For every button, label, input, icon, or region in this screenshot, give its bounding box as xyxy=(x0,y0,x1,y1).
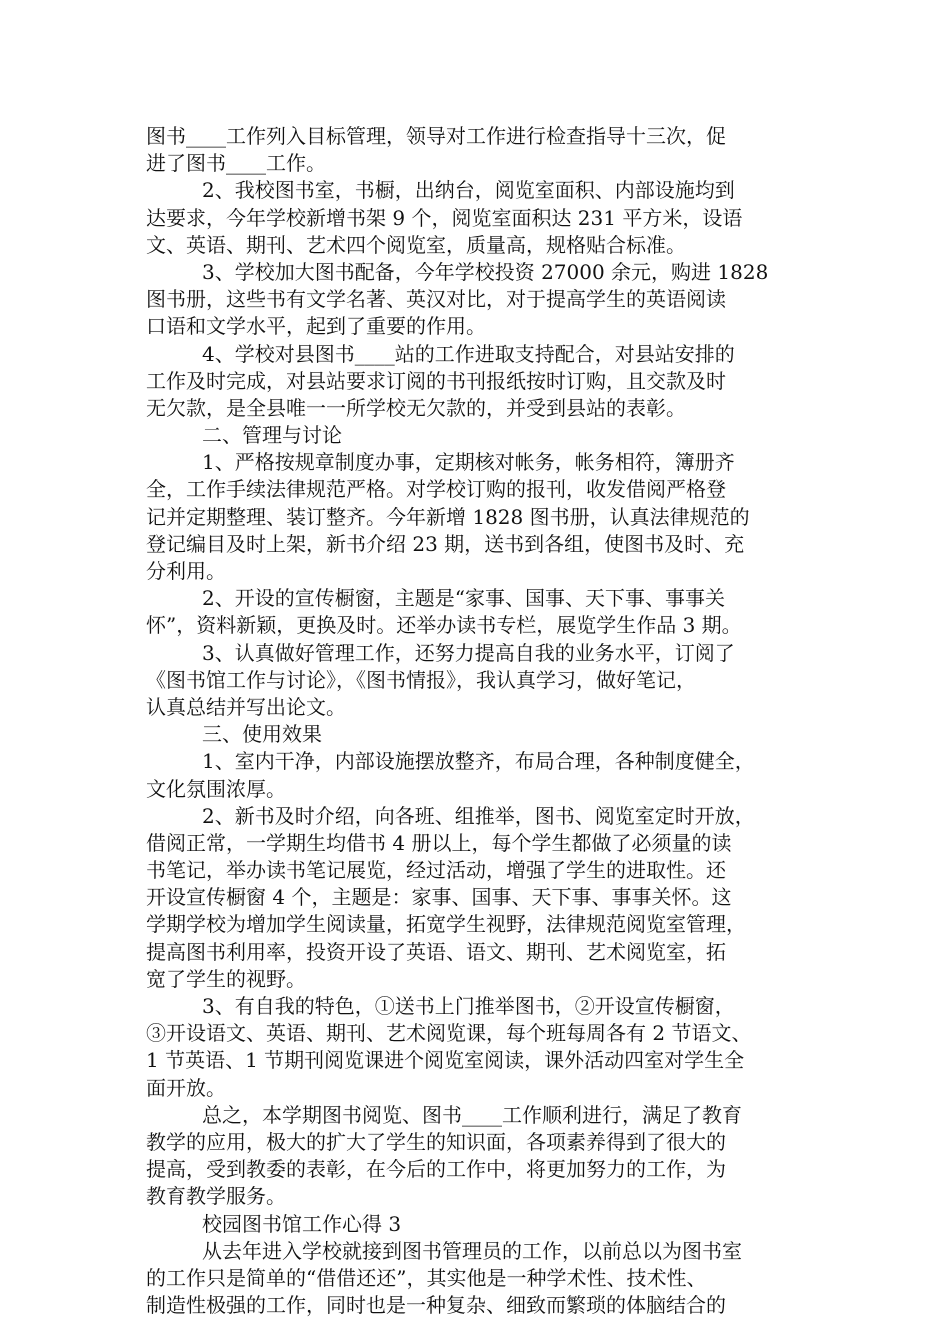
text-line: 提高，受到教委的表彰，在今后的工作中，将更加努力的工作，为 xyxy=(146,1157,726,1182)
text-line: 1、严格按规章制度办事，定期核对帐务，帐务相符，簿册齐 xyxy=(202,450,735,475)
text-line: 文、英语、期刊、艺术四个阅览室，质量高，规格贴合标准。 xyxy=(146,232,686,257)
text-line: 分利用。 xyxy=(146,559,226,583)
text-line: 文化氛围浓厚。 xyxy=(146,776,286,801)
text-line: 从去年进入学校就接到图书管理员的工作，以前总以为图书室 xyxy=(202,1238,742,1263)
text-line: 认真总结并写出论文。 xyxy=(146,694,346,719)
text-line: 1 节英语、1 节期刊阅览课进个阅览室阅读，课外活动四室对学生全 xyxy=(146,1048,745,1073)
text-line: 开设宣传橱窗 4 个，主题是：家事、国事、天下事、事事关怀。这 xyxy=(146,885,732,910)
text-line: 4、学校对县图书____站的工作进取支持配合，对县站安排的 xyxy=(202,341,735,366)
text-line: 口语和文学水平，起到了重要的作用。 xyxy=(146,314,486,339)
text-line: 二、管理与讨论 xyxy=(202,423,342,448)
text-line: 记并定期整理、装订整齐。今年新增 1828 图书册，认真法律规范的 xyxy=(146,504,750,529)
text-line: 宽了学生的视野。 xyxy=(146,966,306,991)
text-line: 的工作只是简单的“借借还还”，其实他是一种学术性、技术性、 xyxy=(146,1265,707,1290)
text-line: 进了图书____工作。 xyxy=(146,151,326,176)
text-line: 3、学校加大图书配备，今年学校投资 27000 余元，购进 1828 xyxy=(202,259,769,284)
text-line: 提高图书利用率，投资开设了英语、语文、期刊、艺术阅览室，拓 xyxy=(146,939,726,964)
text-line: 2、新书及时介绍，向各班、组推举，图书、阅览室定时开放， xyxy=(202,803,755,828)
document-body xyxy=(146,123,836,1319)
text-line: 达要求，今年学校新增书架 9 个，阅览室面积达 231 平方米，设语 xyxy=(146,205,743,230)
text-line: 怀”，资料新颖，更换及时。还举办读书专栏，展览学生作品 3 期。 xyxy=(146,613,742,638)
text-line: 2、开设的宣传橱窗，主题是“家事、国事、天下事、事事关 xyxy=(202,586,725,611)
text-line: 无欠款，是全县唯一一所学校无欠款的，并受到县站的表彰。 xyxy=(146,395,686,420)
text-line: ③开设语文、英语、期刊、艺术阅览课，每个班每周各有 2 节语文、 xyxy=(146,1021,752,1046)
text-line: 面开放。 xyxy=(146,1075,226,1100)
text-line: 全，工作手续法律规范严格。对学校订购的报刊，收发借阅严格登 xyxy=(146,477,726,502)
text-line: 2、我校图书室，书橱，出纳台，阅览室面积、内部设施均到 xyxy=(202,178,735,203)
text-line: 图书册，这些书有文学名著、英汉对比，对于提高学生的英语阅读 xyxy=(146,287,726,312)
text-line: 书笔记，举办读书笔记展览，经过活动，增强了学生的进取性。还 xyxy=(146,858,726,883)
text-line: 《图书馆工作与讨论》，《图书情报》，我认真学习，做好笔记， xyxy=(146,667,696,692)
text-line: 制造性极强的工作，同时也是一种复杂、细致而繁琐的体脑结合的 xyxy=(146,1293,726,1318)
text-line: 借阅正常，一学期生均借书 4 册以上，每个学生都做了必须量的读 xyxy=(146,830,732,855)
text-line: 1、室内干净，内部设施摆放整齐，布局合理，各种制度健全， xyxy=(202,749,755,774)
text-line: 工作及时完成，对县站要求订阅的书刊报纸按时订购，且交款及时 xyxy=(146,368,726,393)
text-line: 3、有自我的特色，①送书上门推举图书，②开设宣传橱窗， xyxy=(202,994,735,1018)
text-line: 校园图书馆工作心得 3 xyxy=(202,1211,402,1236)
text-line: 三、使用效果 xyxy=(202,722,322,747)
text-line: 总之，本学期图书阅览、图书____工作顺利进行，满足了教育 xyxy=(202,1102,742,1127)
text-line: 登记编目及时上架，新书介绍 23 期，送书到各组，使图书及时、充 xyxy=(146,531,745,556)
text-line: 3、认真做好管理工作，还努力提高自我的业务水平，订阅了 xyxy=(202,640,735,665)
text-line: 教育教学服务。 xyxy=(146,1184,286,1209)
text-line: 图书____工作列入目标管理，领导对工作进行检查指导十三次，促 xyxy=(146,124,726,148)
text-line: 教学的应用，极大的扩大了学生的知识面，各项素养得到了很大的 xyxy=(146,1129,726,1154)
text-line: 学期学校为增加学生阅读量，拓宽学生视野，法律规范阅览室管理， xyxy=(146,912,746,937)
